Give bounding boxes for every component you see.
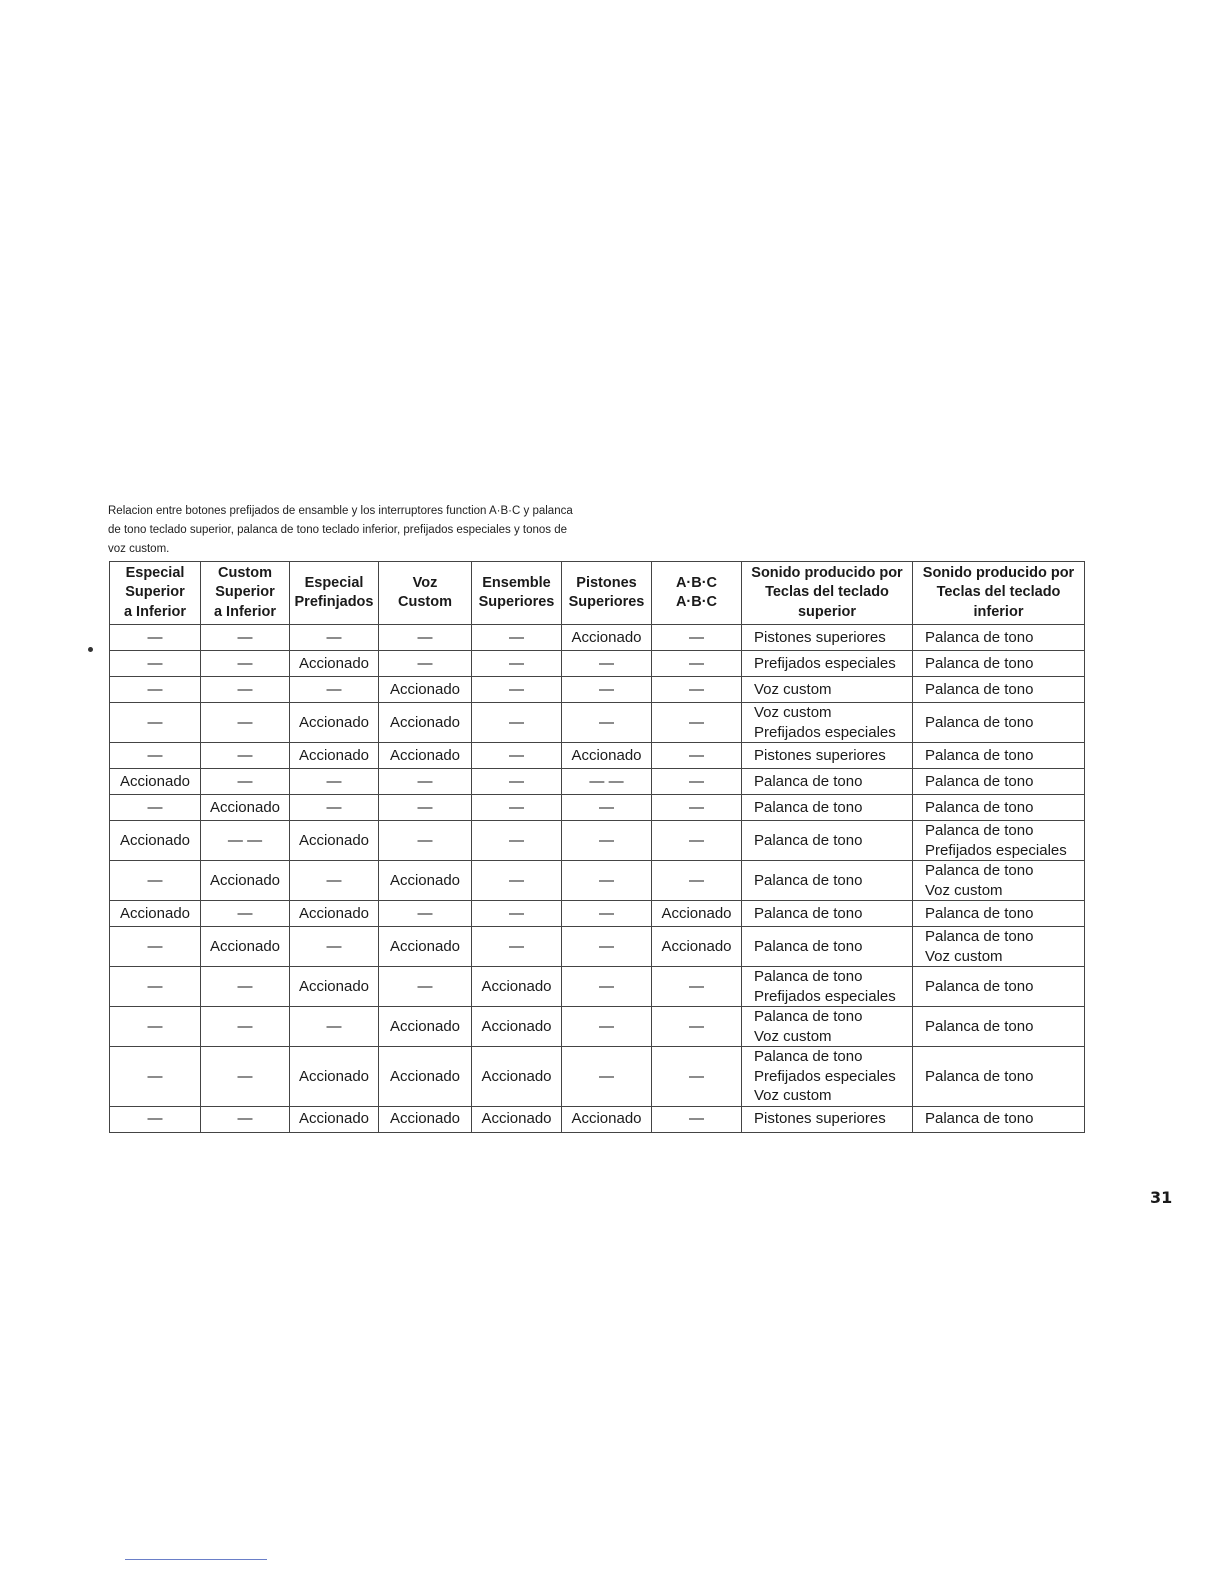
sound-line: Palanca de tono	[925, 822, 1034, 839]
table-cell: —	[652, 651, 742, 677]
table-cell: Accionado	[290, 703, 379, 743]
sound-lower-cell	[913, 625, 1085, 651]
table-cell: —	[562, 821, 652, 861]
sound-upper-cell	[742, 677, 913, 703]
sound-lower-cell	[913, 743, 1085, 769]
table-cell: —	[562, 703, 652, 743]
sound-line: Palanca de tono	[925, 904, 1034, 922]
sound-line: Voz custom	[754, 680, 832, 698]
table-cell: —	[652, 677, 742, 703]
table-cell: —	[110, 651, 201, 677]
table-cell: —	[472, 677, 562, 703]
table-cell: Accionado	[290, 743, 379, 769]
table-cell: Accionado	[290, 821, 379, 861]
column-header-line: Pistones	[576, 574, 637, 591]
table-cell: Accionado	[472, 967, 562, 1007]
table-cell: —	[472, 901, 562, 927]
sound-line: Palanca de tono	[925, 928, 1034, 945]
sound-lower-cell	[913, 1047, 1085, 1107]
sound-line: Palanca de tono	[754, 1048, 863, 1065]
table-cell: —	[110, 861, 201, 901]
sound-upper-cell	[742, 795, 913, 821]
table-cell: —	[562, 927, 652, 967]
sound-line: Palanca de tono	[925, 628, 1034, 646]
table-cell: —	[379, 795, 472, 821]
page-number: 31	[1150, 1188, 1173, 1207]
sound-lower-cell	[913, 769, 1085, 795]
sound-line: Voz custom	[754, 1087, 832, 1104]
column-header-line: Prefinjados	[294, 594, 374, 610]
column-header	[652, 562, 742, 625]
table-cell: —	[110, 967, 201, 1007]
column-header-line: Especial	[304, 574, 364, 591]
table-cell: —	[562, 901, 652, 927]
column-header	[742, 562, 913, 625]
sound-upper-cell	[742, 927, 913, 967]
sound-line: Pistones superiores	[754, 1110, 886, 1128]
table-cell: — —	[562, 769, 652, 795]
table-cell: —	[110, 625, 201, 651]
table-cell: —	[562, 1007, 652, 1047]
sound-lower-cell	[913, 795, 1085, 821]
table-cell: —	[201, 1007, 290, 1047]
table-cell: Accionado	[379, 1106, 472, 1132]
sound-lower-cell	[913, 703, 1085, 743]
table-cell: —	[290, 625, 379, 651]
table-cell: —	[379, 901, 472, 927]
table-row	[110, 1007, 1085, 1047]
sound-upper-cell	[742, 769, 913, 795]
table-cell: —	[110, 1047, 201, 1107]
table-row	[110, 743, 1085, 769]
footer-rule	[125, 1559, 267, 1560]
table-cell: —	[290, 1007, 379, 1047]
table-cell: —	[472, 625, 562, 651]
sound-line: Voz custom	[754, 1027, 832, 1045]
sound-line: Prefijados especiales	[925, 841, 1067, 859]
sound-line: Voz custom	[925, 881, 1003, 899]
table-cell: —	[562, 967, 652, 1007]
table-cell: —	[110, 1106, 201, 1132]
table-cell: Accionado	[201, 795, 290, 821]
sound-line: Palanca de tono	[754, 1008, 863, 1025]
table-row	[110, 901, 1085, 927]
table-row	[110, 651, 1085, 677]
table-cell: —	[290, 795, 379, 821]
table-cell: —	[562, 677, 652, 703]
table-cell: —	[652, 703, 742, 743]
table-cell: Accionado	[110, 821, 201, 861]
table-cell: —	[652, 861, 742, 901]
caption-line: Relacion entre botones prefijados de ensamble y los interruptores function A·B·C y palanca	[108, 505, 573, 517]
table-cell: Accionado	[290, 651, 379, 677]
sound-line: Palanca de tono	[925, 746, 1034, 764]
column-header-line: Custom	[398, 594, 452, 610]
column-header-line: Superior	[125, 584, 185, 601]
table-row	[110, 927, 1085, 967]
sound-line: Pistones superiores	[754, 628, 886, 646]
table-cell: —	[652, 1047, 742, 1107]
table-cell: Accionado	[562, 1106, 652, 1132]
column-header-line: Superiores	[478, 594, 555, 610]
table-cell: —	[379, 769, 472, 795]
sound-lower-cell	[913, 821, 1085, 861]
sound-lower-cell	[913, 1106, 1085, 1132]
column-header-line: Ensemble	[482, 574, 551, 591]
sound-lower-cell	[913, 861, 1085, 901]
table-cell: —	[290, 677, 379, 703]
sound-line: Prefijados especiales	[754, 654, 896, 672]
table-cell: —	[652, 625, 742, 651]
table-cell: —	[201, 703, 290, 743]
table-row	[110, 625, 1085, 651]
table-cell: —	[379, 821, 472, 861]
column-header	[913, 562, 1085, 625]
column-header	[472, 562, 562, 625]
table-cell: Accionado	[379, 743, 472, 769]
sound-upper-cell	[742, 743, 913, 769]
sound-line: Palanca de tono	[925, 1067, 1034, 1085]
column-header-line: Voz	[412, 574, 438, 591]
sound-lower-cell	[913, 1007, 1085, 1047]
table-cell: Accionado	[379, 703, 472, 743]
table-cell: —	[472, 703, 562, 743]
sound-upper-cell	[742, 703, 913, 743]
table-row	[110, 795, 1085, 821]
table-cell: Accionado	[379, 861, 472, 901]
sound-line: Palanca de tono	[925, 1110, 1034, 1128]
table-cell: —	[201, 769, 290, 795]
table-cell: Accionado	[201, 861, 290, 901]
column-header-line: inferior	[973, 603, 1024, 620]
sound-line: Pistones superiores	[754, 746, 886, 764]
sound-lower-cell	[913, 677, 1085, 703]
sound-line: Palanca de tono	[925, 680, 1034, 698]
column-header-line: a Inferior	[123, 603, 187, 620]
table-cell: Accionado	[652, 901, 742, 927]
table-cell: —	[472, 651, 562, 677]
table-cell: —	[472, 743, 562, 769]
table-cell: — —	[201, 821, 290, 861]
sound-line: Palanca de tono	[754, 831, 863, 849]
table-cell: —	[201, 1106, 290, 1132]
column-header	[562, 562, 652, 625]
sound-line: Palanca de tono	[754, 937, 863, 955]
sound-upper-cell	[742, 1047, 913, 1107]
table-cell: —	[201, 651, 290, 677]
table-cell: Accionado	[379, 927, 472, 967]
column-header-line: Teclas del teclado	[765, 584, 889, 601]
table-cell: —	[652, 1106, 742, 1132]
column-header	[110, 562, 201, 625]
sound-upper-cell	[742, 1106, 913, 1132]
column-header-line: Superiores	[568, 594, 645, 610]
table-cell: —	[472, 821, 562, 861]
table-cell: —	[110, 703, 201, 743]
column-header-line: Superior	[215, 584, 275, 601]
table-cell: —	[201, 901, 290, 927]
table-cell: —	[652, 743, 742, 769]
table-row	[110, 821, 1085, 861]
table-cell: —	[652, 821, 742, 861]
sound-lower-cell	[913, 901, 1085, 927]
table-cell: Accionado	[290, 901, 379, 927]
table-cell: —	[472, 927, 562, 967]
table-cell: —	[652, 967, 742, 1007]
sound-line: Palanca de tono	[925, 862, 1034, 879]
table-cell: —	[201, 625, 290, 651]
table-cell: —	[290, 927, 379, 967]
table-cell: Accionado	[472, 1106, 562, 1132]
sound-line: Palanca de tono	[754, 871, 863, 889]
sound-upper-cell	[742, 821, 913, 861]
table-row	[110, 861, 1085, 901]
sound-line: Palanca de tono	[925, 977, 1034, 995]
sound-line: Palanca de tono	[925, 654, 1034, 672]
table-row	[110, 769, 1085, 795]
table-cell: —	[652, 795, 742, 821]
table-cell: —	[562, 795, 652, 821]
function-relation-table	[109, 561, 1084, 1133]
table-cell: —	[110, 743, 201, 769]
table-cell: —	[110, 795, 201, 821]
column-header-line: Teclas del teclado	[936, 584, 1061, 601]
table-row	[110, 1106, 1085, 1132]
caption-line: de tono teclado superior, palanca de tono teclado inferior, prefijados especiales y tonos de	[108, 524, 568, 536]
table-cell: Accionado	[290, 967, 379, 1007]
table-cell: Accionado	[379, 1007, 472, 1047]
table-cell: Accionado	[290, 1106, 379, 1132]
sound-line: Prefijados especiales	[754, 1067, 896, 1085]
table-cell: Accionado	[379, 677, 472, 703]
column-header-line: A·B·C	[675, 574, 718, 591]
column-header-line: a Inferior	[213, 603, 277, 620]
table-cell: —	[201, 967, 290, 1007]
sound-line: Palanca de tono	[925, 798, 1034, 816]
table-cell: —	[110, 927, 201, 967]
sound-line: Palanca de tono	[925, 772, 1034, 790]
table-cell: —	[290, 861, 379, 901]
column-header-line: superior	[797, 603, 856, 620]
sound-lower-cell	[913, 927, 1085, 967]
table-cell: Accionado	[472, 1007, 562, 1047]
table-cell: Accionado	[201, 927, 290, 967]
table-cell: Accionado	[290, 1047, 379, 1107]
table-cell: —	[652, 769, 742, 795]
table-cell: —	[110, 677, 201, 703]
sound-line: Voz custom	[754, 704, 832, 721]
table-row	[110, 703, 1085, 743]
column-header	[201, 562, 290, 625]
sound-upper-cell	[742, 651, 913, 677]
table-caption	[108, 502, 678, 559]
sound-upper-cell	[742, 967, 913, 1007]
table-cell: —	[379, 625, 472, 651]
table-row	[110, 677, 1085, 703]
column-header-line: Sonido producido por	[751, 564, 903, 581]
sound-upper-cell	[742, 1007, 913, 1047]
sound-line: Palanca de tono	[925, 1017, 1034, 1035]
table-cell: —	[201, 677, 290, 703]
table-cell: —	[652, 1007, 742, 1047]
table-cell: Accionado	[379, 1047, 472, 1107]
sound-line: Prefijados especiales	[754, 987, 896, 1005]
table-cell: Accionado	[110, 901, 201, 927]
table-cell: —	[472, 861, 562, 901]
sound-line: Palanca de tono	[925, 713, 1034, 731]
sound-line: Voz custom	[925, 947, 1003, 965]
table-row	[110, 967, 1085, 1007]
sound-line: Palanca de tono	[754, 904, 863, 922]
table-cell: —	[562, 861, 652, 901]
column-header-line: A·B·C	[675, 594, 718, 610]
table-cell: Accionado	[110, 769, 201, 795]
sound-upper-cell	[742, 901, 913, 927]
sound-line: Palanca de tono	[754, 798, 863, 816]
table-cell: Accionado	[652, 927, 742, 967]
table-cell: Accionado	[562, 625, 652, 651]
table-cell: —	[472, 795, 562, 821]
sound-lower-cell	[913, 651, 1085, 677]
table-cell: —	[562, 651, 652, 677]
bullet-mark	[88, 647, 93, 652]
column-header-line: Custom	[218, 564, 272, 581]
sound-line: Palanca de tono	[754, 968, 863, 985]
table-cell: —	[201, 1047, 290, 1107]
sound-upper-cell	[742, 861, 913, 901]
table-row	[110, 1047, 1085, 1107]
table-cell: —	[562, 1047, 652, 1107]
sound-line: Palanca de tono	[754, 772, 863, 790]
table-cell: —	[472, 769, 562, 795]
table-cell: Accionado	[562, 743, 652, 769]
sound-lower-cell	[913, 967, 1085, 1007]
table-cell: —	[110, 1007, 201, 1047]
table-cell: Accionado	[472, 1047, 562, 1107]
column-header-line: Especial	[125, 564, 185, 581]
table-cell: —	[201, 743, 290, 769]
sound-upper-cell	[742, 625, 913, 651]
table-cell: —	[379, 967, 472, 1007]
column-header-line: Sonido producido por	[922, 564, 1075, 581]
table-header-row	[110, 562, 1085, 625]
table-body	[110, 625, 1085, 1133]
table-cell: —	[379, 651, 472, 677]
sound-line: Prefijados especiales	[754, 723, 896, 741]
column-header	[290, 562, 379, 625]
table-cell: —	[290, 769, 379, 795]
column-header	[379, 562, 472, 625]
caption-line: voz custom.	[108, 543, 170, 555]
